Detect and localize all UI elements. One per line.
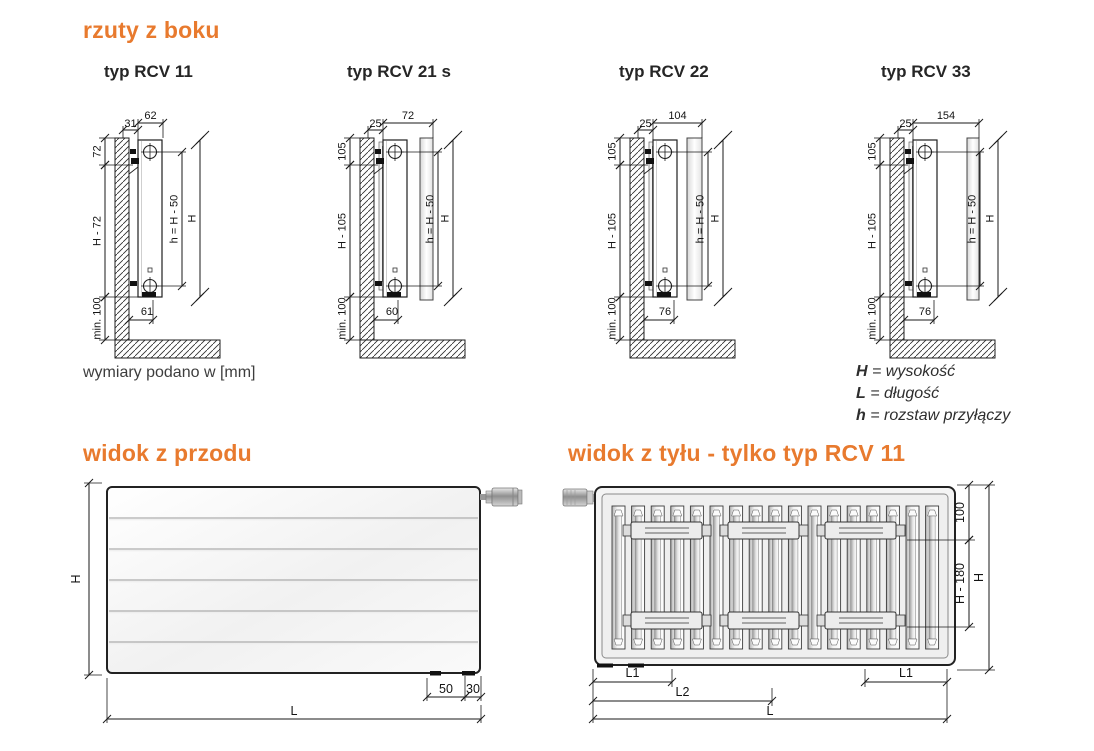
- rear-view-group: [563, 481, 995, 723]
- dim-label: H - 105: [606, 212, 619, 250]
- floor-hatch: [630, 340, 735, 358]
- dim-label: 105: [866, 142, 879, 161]
- valve: [480, 488, 522, 506]
- diagram-header-rcv-11: typ RCV 11: [104, 62, 193, 81]
- legend-item-h: [856, 405, 1010, 427]
- rear-view-title: widok z tyłu - tylko typ RCV 11: [568, 440, 906, 466]
- dim-label: H: [186, 214, 199, 223]
- dim-label: L1: [625, 666, 640, 680]
- bottom-fitting: [905, 281, 912, 286]
- dim-label: 76: [658, 306, 672, 318]
- wall-bracket: [130, 149, 136, 154]
- convector-channel: [926, 506, 939, 649]
- legend-item-H: [856, 361, 1010, 383]
- dimension-note: wymiary podano w [mm]: [83, 364, 256, 381]
- mounting-bracket: [623, 522, 711, 539]
- dim-label: 31: [124, 118, 137, 130]
- side-view-rcv-11: [75, 110, 315, 362]
- dim-label: 100: [953, 502, 967, 523]
- dim-label: 105: [336, 142, 349, 161]
- valve: [563, 489, 597, 506]
- foot: [597, 664, 613, 668]
- dim-label: 72: [401, 110, 415, 122]
- wall-hatch: [890, 138, 904, 340]
- dim-label: min. 100: [91, 297, 104, 340]
- mounting-bracket: [623, 612, 711, 629]
- floor-hatch: [360, 340, 465, 358]
- dim-label: H - 72: [91, 216, 104, 246]
- dim-label: 60: [385, 306, 399, 318]
- dim-label: 25: [639, 118, 652, 130]
- mounting-bracket: [817, 612, 905, 629]
- diagram-header-rcv-33: typ RCV 33: [881, 62, 971, 81]
- dim-label: h = H - 50: [694, 194, 707, 244]
- dim-label: h = H - 50: [424, 194, 437, 244]
- foot: [462, 671, 475, 676]
- front-view-drawing: [40, 470, 550, 751]
- wall-hatch: [360, 138, 374, 340]
- dim-label: H - 105: [866, 212, 879, 250]
- dim-label: H: [709, 214, 722, 223]
- diagram-header-rcv-22: typ RCV 22: [619, 62, 709, 81]
- side-view-group: [867, 110, 1008, 358]
- dim-label: 25: [899, 118, 912, 130]
- legend-item-L: [856, 383, 1010, 405]
- diagram-header-rcv-21s: typ RCV 21 s: [347, 62, 451, 81]
- dim-label: L: [290, 704, 298, 718]
- dim-label: H: [439, 214, 452, 223]
- dim-label: h = H - 50: [966, 194, 979, 244]
- dim-label: H - 180: [953, 563, 967, 604]
- mounting-bracket: [720, 522, 808, 539]
- floor-hatch: [890, 340, 995, 358]
- dim-label: 104: [668, 110, 687, 122]
- mounting-bracket: [817, 522, 905, 539]
- dim-label: 154: [936, 110, 956, 122]
- legend-symbol: L: [856, 385, 866, 402]
- dim-label: H: [984, 214, 997, 223]
- rear-view-drawing: [555, 470, 1094, 751]
- side-view-rcv-22: [590, 110, 830, 362]
- dim-label: 62: [144, 110, 157, 122]
- bottom-fitting: [645, 281, 652, 286]
- dim-label: h = H - 50: [168, 194, 181, 244]
- side-view-rcv-33: [850, 110, 1090, 362]
- dim-label: min. 100: [606, 297, 619, 340]
- dim-label: 76: [918, 306, 932, 318]
- bottom-fitting: [375, 281, 382, 286]
- floor-hatch: [115, 340, 220, 358]
- side-views-title: rzuty z boku: [83, 17, 220, 43]
- legend-symbol: H: [856, 363, 868, 380]
- dim-label: min. 100: [866, 297, 879, 340]
- dim-label: L1: [899, 666, 913, 680]
- legend-text: = wysokość: [872, 363, 956, 380]
- dim-label: 105: [606, 142, 619, 161]
- side-view-group: [337, 110, 466, 358]
- dim-label: H - 105: [336, 212, 349, 250]
- legend-symbol: h: [856, 407, 866, 424]
- side-view-rcv-21s: [320, 110, 560, 362]
- front-view-group: [69, 479, 522, 723]
- dim-label: L2: [675, 685, 690, 699]
- dim-label: 30: [466, 682, 480, 696]
- wall-hatch: [630, 138, 644, 340]
- wall-bracket: [375, 149, 381, 154]
- legend-text: = długość: [870, 385, 940, 402]
- dim-label: H: [972, 572, 986, 583]
- dim-label: 50: [439, 682, 453, 696]
- legend-text: = rozstaw przyłączy: [870, 407, 1011, 424]
- dim-label: 61: [140, 306, 154, 318]
- wall-hatch: [115, 138, 129, 340]
- dim-label: 72: [91, 145, 104, 158]
- foot: [430, 671, 441, 676]
- wall-bracket: [905, 149, 911, 154]
- legend: [856, 361, 1010, 427]
- dim-label: 25: [369, 118, 382, 130]
- mounting-bracket: [720, 612, 808, 629]
- dim-label: H: [69, 574, 83, 584]
- front-view-title: widok z przodu: [83, 440, 252, 466]
- side-view-group: [607, 110, 736, 358]
- convector-channel: [906, 506, 919, 649]
- side-view-group: [92, 110, 221, 358]
- dim-label: L: [766, 704, 774, 718]
- bottom-fitting: [130, 281, 137, 286]
- dim-label: min. 100: [336, 297, 349, 340]
- wall-bracket: [645, 149, 651, 154]
